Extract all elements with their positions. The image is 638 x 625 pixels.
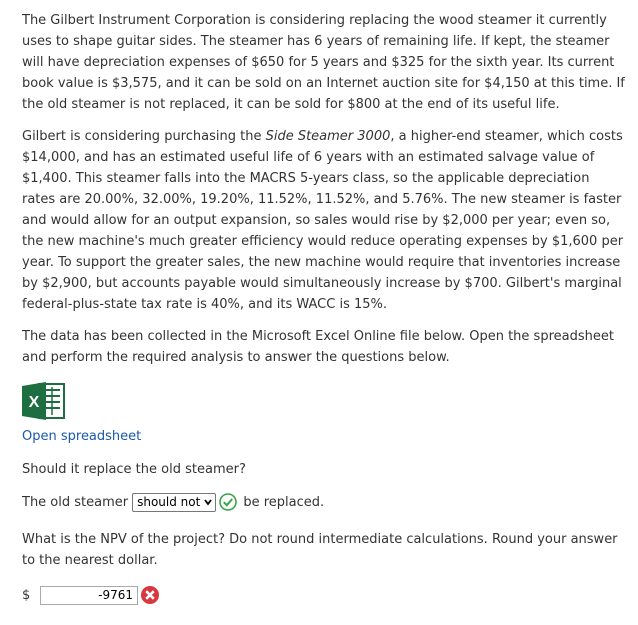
question-2-answer	[22, 583, 626, 607]
question-2-text: What is the NPV of the project? Do not round intermediate calculations. Round your answer to the nearest dollar.	[22, 532, 618, 568]
currency-symbol: $	[22, 587, 31, 603]
replace-select[interactable]	[132, 493, 216, 512]
answer-prefix: The old steamer	[22, 494, 129, 510]
open-spreadsheet-link[interactable]: Open spreadsheet	[22, 429, 142, 444]
paragraph-2-details: , a higher-end steamer, which costs $14,000, and has an estimated useful life of 6 years with an estimated salvage value of $1,400. This steamer falls into the MACRS 5-years class, so the applicable depreciation rates are 20.00%, 32.00%, 19.20%, 11.52%, 11.52%, and 5.76%. The new steamer is faster and would allow for an output expansion, so sales would rise by $2,000 per year; even so, the new machine's much greater efficiency would reduce operating expenses by $1,600 per year. To support the greater sales, the new machine would require that inventories increase by $2,900, but accounts payable would simultaneously increase by $700. Gilbert's marginal federal-plus-state tax rate is 40%, and its WACC is 15%.	[22, 129, 624, 312]
problem-paragraph-3: The data has been collected in the Microsoft Excel Online file below. Open the spreadsheet and perform the required analysis to answer the questions below.	[22, 329, 614, 365]
check-icon	[219, 493, 237, 511]
npv-input[interactable]: -9761	[40, 586, 138, 605]
replace-select-value: should not	[137, 495, 201, 509]
incorrect-icon	[140, 585, 160, 605]
chevron-down-icon	[203, 497, 213, 507]
question-1-text: Should it replace the old steamer?	[22, 462, 246, 477]
paragraph-2-intro: Gilbert is considering purchasing the	[22, 129, 266, 144]
question-1-answer	[22, 492, 626, 512]
product-name: Side Steamer 3000	[265, 129, 391, 144]
answer-suffix: be replaced.	[243, 494, 325, 510]
problem-paragraph-1: The Gilbert Instrument Corporation is considering replacing the wood steamer it currently uses to shape guitar sides. The steamer has 6 years of remaining life. If kept, the steamer will have depreciation expenses of $650 for 5 years and $325 for the sixth year. Its current book value is $3,575, and it can be sold on an Internet auction site for $4,150 at this time. If the old steamer is not replaced, it can be sold for $800 at the end of its useful life.	[22, 13, 625, 112]
excel-icon[interactable]	[22, 380, 70, 422]
problem-content	[22, 10, 626, 607]
problem-paragraph-2	[22, 126, 626, 315]
excel-icon-letter: X	[28, 394, 40, 411]
